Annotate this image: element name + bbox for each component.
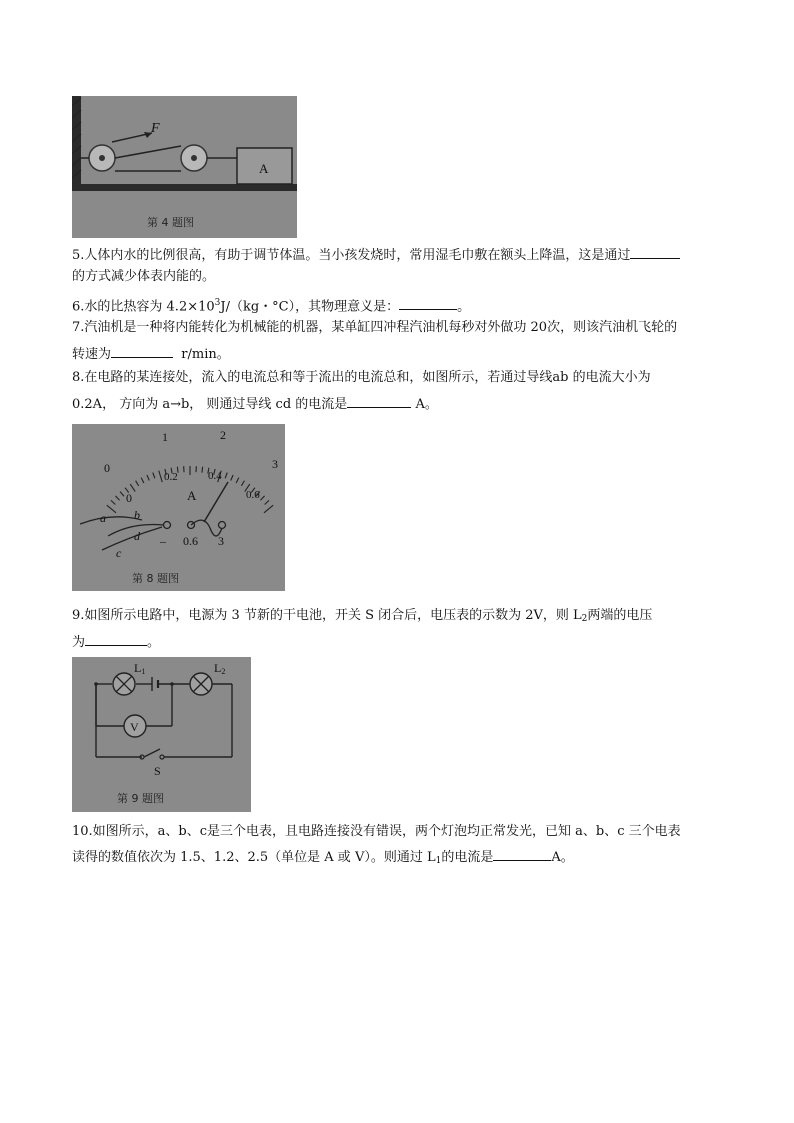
q9-line2	[72, 631, 160, 653]
q9-text-2: 两端的电压	[587, 608, 653, 623]
q10-text-4: A。	[551, 850, 574, 865]
scale-top-0: 0	[104, 461, 110, 475]
q9-subscript: 2	[581, 614, 588, 624]
q6-text-2: J/（kg・°C），其物理意义是：	[220, 299, 400, 315]
figure-9	[72, 657, 251, 812]
terminal-0.6: 0.6	[183, 534, 198, 548]
q7-text: 7.汽油机是一种将内能转化为机械能的机器，某单缸四冲程汽油机每秒对外做功 20次，则该汽油机飞轮的	[72, 320, 678, 335]
scale-top-2: 2	[220, 428, 226, 442]
q9-text-4: 。	[147, 635, 161, 650]
q10-text-2: 读得的数值依次为 1.5、1.2、2.5（单位是 A 或 V）。则通过 L	[72, 850, 436, 865]
q10-line1	[72, 822, 681, 842]
q5-line1	[72, 244, 680, 266]
switch-label: S	[154, 764, 161, 778]
q7-text-3: r/min。	[181, 347, 230, 362]
scale-bottom-1: 0.2	[164, 471, 178, 483]
scale-tick	[202, 467, 203, 473]
q9-answer-blank[interactable]	[85, 631, 147, 646]
q5-text-2: 的方式减少体表内能的。	[72, 269, 216, 284]
terminal-3: 3	[218, 534, 224, 548]
scale-bottom-3: 0.6	[246, 489, 260, 501]
block-label: A	[259, 161, 269, 176]
q8-line1	[72, 368, 651, 388]
lamp-l1-icon	[113, 673, 135, 695]
wire-label-b: b	[134, 508, 140, 522]
q7-line1	[72, 318, 677, 338]
q10-line2	[72, 846, 574, 871]
figure-9-caption: 第 9 题图	[117, 792, 164, 805]
lamp-l1-label: L1	[134, 661, 146, 676]
q8-text: 8.在电路的某连接处，流入的电流总和等于流出的电流总和，如图所示，若通过导线ab 的电流大小为	[72, 370, 651, 385]
q10-text-3: 的电流是	[441, 850, 494, 865]
q6-answer-blank[interactable]	[399, 295, 457, 310]
q7-answer-blank[interactable]	[111, 343, 173, 358]
figure-8-caption: 第 8 题图	[132, 572, 179, 585]
figure-4	[72, 96, 297, 238]
q10-subscript: 1	[435, 856, 442, 866]
unit-label: A	[187, 488, 197, 503]
q10-text: 10.如图所示，a、b、c是三个电表，且电路连接没有错误，两个灯泡均正常发光，已知 a、b、c 三个电表	[72, 824, 681, 839]
q6-exponent: 3	[214, 298, 221, 308]
q7-line2	[72, 343, 230, 365]
voltmeter-label: V	[130, 720, 139, 734]
figure-8	[72, 424, 285, 591]
force-label: F	[151, 121, 160, 136]
q9-line1	[72, 606, 652, 629]
q6-text: 6.水的比热容为 4.2×10	[72, 299, 215, 315]
q7-text-2: 转速为	[72, 347, 112, 362]
scale-top-1: 1	[162, 430, 168, 444]
wire-label-d: d	[134, 529, 140, 543]
scale-bottom-0: 0	[126, 491, 132, 505]
q6-line	[72, 293, 470, 317]
wire-label-c: c	[116, 546, 122, 560]
q5-answer-blank[interactable]	[630, 244, 680, 259]
q8-line2	[72, 393, 438, 415]
terminal-negative: –	[160, 534, 166, 548]
q8-text-2: 0.2A， 方向为 a→b， 则通过导线 cd 的电流是	[72, 397, 348, 412]
q9-text-3: 为	[72, 635, 86, 650]
q10-answer-blank[interactable]	[493, 846, 551, 861]
figure-4-caption: 第 4 题图	[147, 216, 194, 229]
q6-text-3: 。	[457, 299, 471, 315]
wire-label-a: a	[100, 511, 106, 525]
lamp-l2-icon	[190, 673, 212, 695]
q9-text: 9.如图所示电路中，电源为 3 节新的干电池，开关 S 闭合后，电压表的示数为 2V，则 L	[72, 608, 582, 623]
q5-line2	[72, 267, 215, 287]
scale-bottom-2: 0.4	[208, 470, 222, 482]
q8-text-3: A。	[415, 397, 438, 412]
lamp-l2-label: L2	[214, 661, 226, 676]
q5-text: 5.人体内水的比例很高，有助于调节体温。当小孩发烧时，常用湿毛巾敷在额头上降温，这是通过	[72, 248, 631, 263]
q8-answer-blank[interactable]	[347, 393, 411, 408]
scale-top-3: 3	[272, 457, 278, 471]
